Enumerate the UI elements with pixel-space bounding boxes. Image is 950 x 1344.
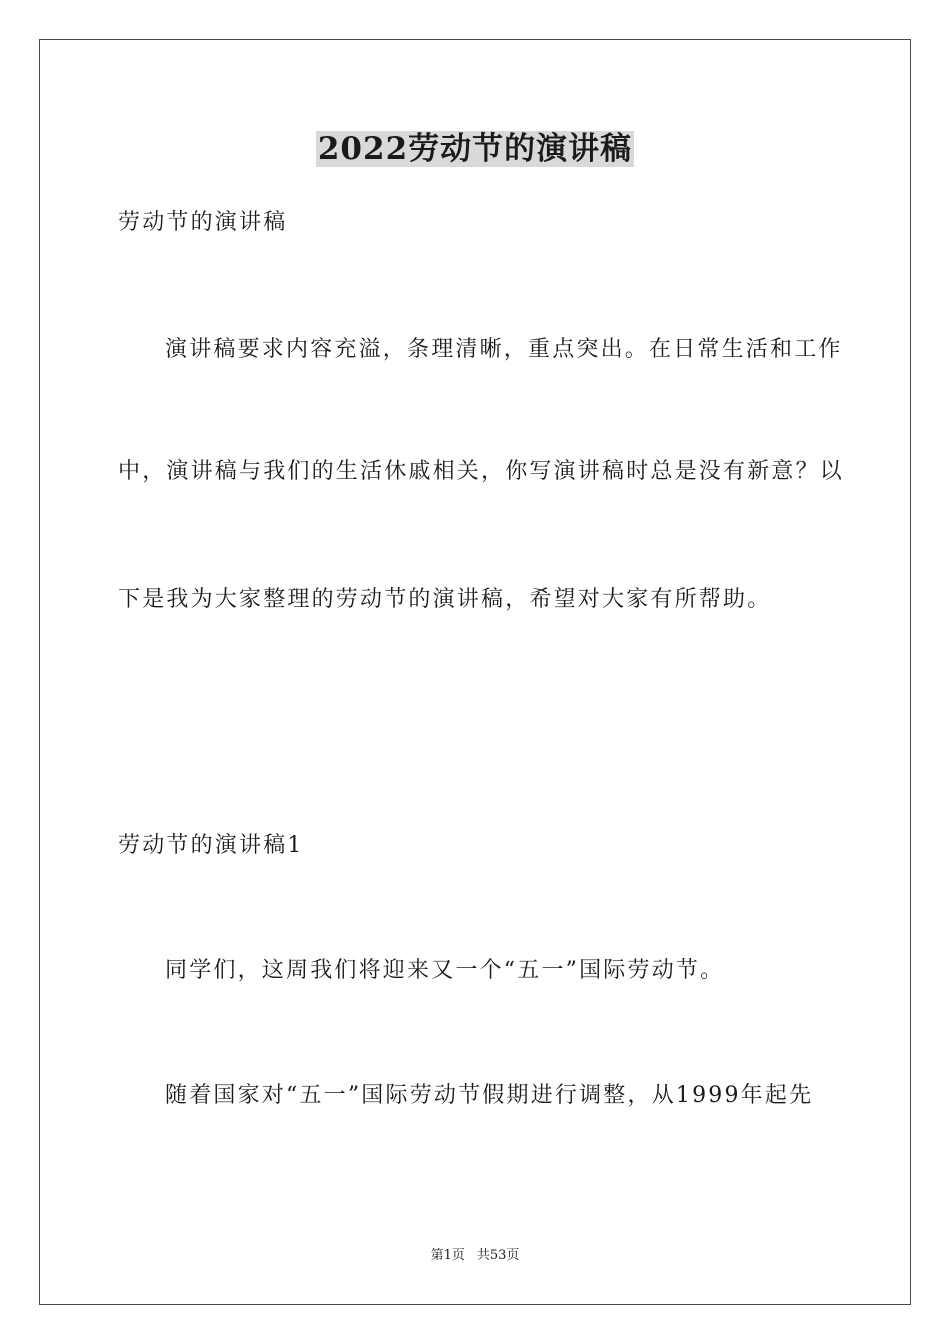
document-title-text: 2022劳动节的演讲稿	[317, 131, 633, 167]
document-title	[0, 127, 950, 171]
page-number: 第1页	[430, 1248, 465, 1263]
paragraph-line: 同学们，这周我们将迎来又一个“五一”国际劳动节。	[165, 958, 725, 983]
section-heading: 劳动节的演讲稿	[118, 210, 288, 235]
page-footer	[0, 1247, 950, 1265]
paragraph-line: 随着国家对“五一”国际劳动节假期进行调整，从1999年起先	[165, 1083, 814, 1108]
paragraph-line: 中，演讲稿与我们的生活休戚相关，你写演讲稿时总是没有新意？以	[118, 459, 845, 484]
paragraph-line: 演讲稿要求内容充溢，条理清晰，重点突出。在日常生活和工作	[165, 337, 843, 362]
section-heading: 劳动节的演讲稿1	[118, 833, 304, 858]
page-total: 共53页	[476, 1248, 520, 1263]
paragraph-line: 下是我为大家整理的劳动节的演讲稿，希望对大家有所帮助。	[118, 587, 772, 612]
